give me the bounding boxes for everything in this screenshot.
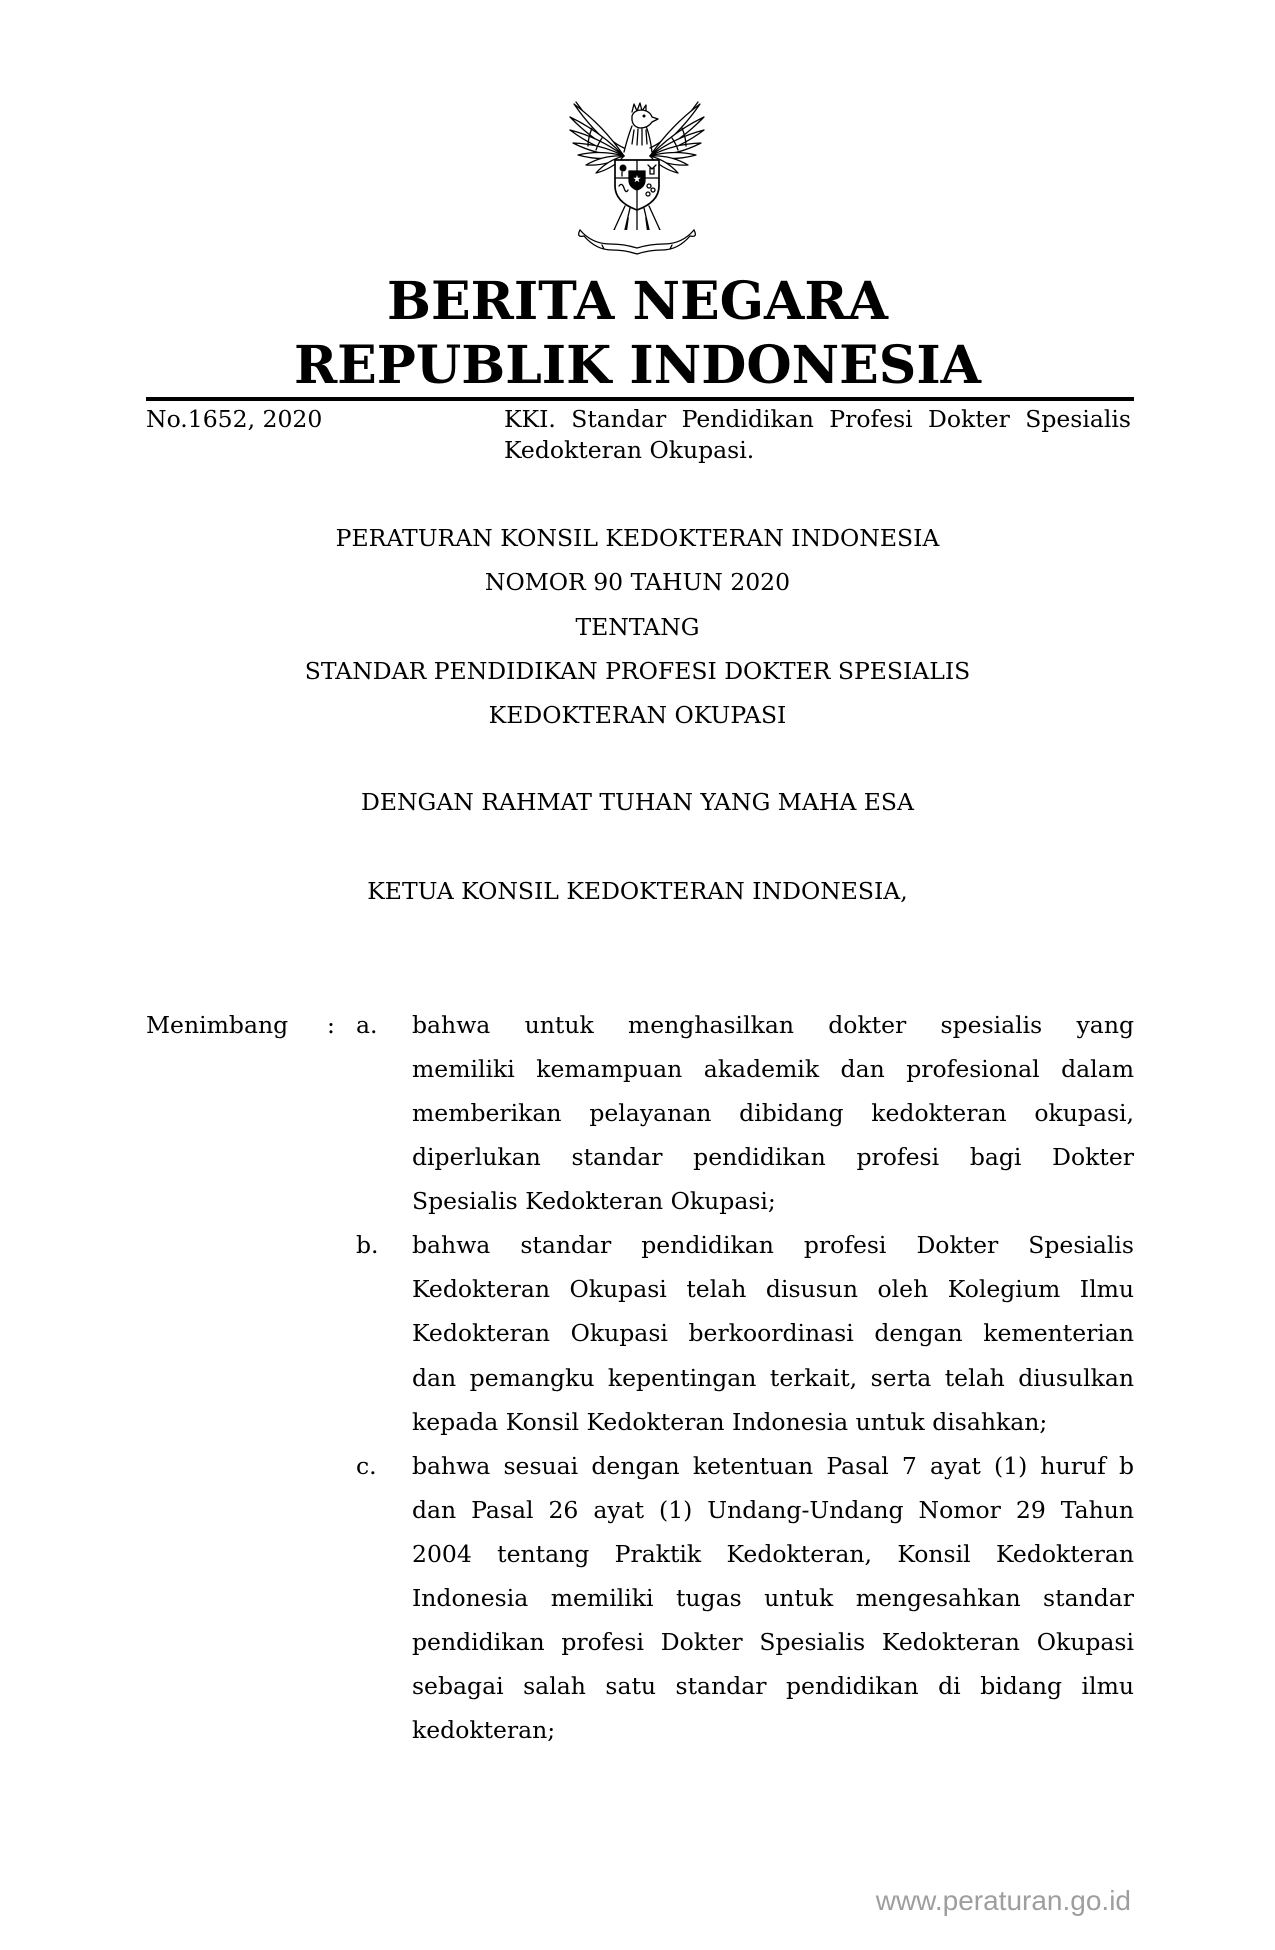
regulation-title-line: TENTANG (575, 612, 700, 641)
consideration-marker: a. (356, 1011, 378, 1039)
regulation-title-line: PERATURAN KONSIL KEDOKTERAN INDONESIA (335, 524, 940, 552)
consideration-line: Kedokteran Okupasi berkoordinasi dengan kementerian (412, 1319, 1134, 1348)
consideration-marker: c. (356, 1451, 377, 1480)
garuda-head (624, 103, 658, 152)
subject-line: Kedokteran Okupasi. (504, 436, 755, 464)
consideration-line: memberikan pelayanan dibidang kedokteran okupasi, (412, 1099, 1134, 1128)
considerations-list (356, 1003, 1134, 1752)
consideration-line: 2004 tentang Praktik Kedokteran, Konsil Kedokteran (412, 1539, 1134, 1568)
subject-line: KKI. Standar Pendidikan Profesi Dokter Spesialis (504, 405, 1131, 433)
gazette-number: No.1652, 2020 (146, 405, 323, 433)
consideration-item (356, 1444, 1134, 1752)
garuda-emblem (562, 98, 712, 258)
considerations-label: Menimbang (146, 1011, 289, 1039)
consideration-text (412, 1003, 1134, 1223)
regulation-title-line: NOMOR 90 TAHUN 2020 (484, 568, 791, 597)
consideration-line: sebagai salah satu standar pendidikan di bidang ilmu (412, 1671, 1134, 1700)
garuda-shield (615, 160, 659, 210)
consideration-line: Kedokteran Okupasi telah disusun oleh Kolegium Ilmu (412, 1275, 1134, 1304)
gazette-subject (504, 404, 1131, 466)
consideration-line: bahwa untuk menghasilkan dokter spesialis yang (412, 1011, 1134, 1039)
consideration-line: dan pemangku kepentingan terkait, serta telah diusulkan (412, 1363, 1134, 1392)
garuda-ribbon (579, 230, 696, 254)
issuer: KETUA KONSIL KEDOKTERAN INDONESIA, (367, 877, 908, 905)
gazette-title: BERITA NEGARA (387, 271, 888, 332)
preamble: DENGAN RAHMAT TUHAN YANG MAHA ESA (360, 788, 915, 816)
considerations-separator: : (327, 1011, 335, 1039)
consideration-text (412, 1444, 1134, 1752)
consideration-item (356, 1003, 1134, 1223)
footer-website: www.peraturan.go.id (875, 1885, 1131, 1916)
header-divider (146, 397, 1134, 401)
regulation-title (0, 516, 1275, 737)
consideration-line: kepada Konsil Kedokteran Indonesia untuk disahkan; (412, 1407, 1048, 1436)
consideration-line: kedokteran; (412, 1716, 556, 1744)
consideration-line: diperlukan standar pendidikan profesi bagi Dokter (412, 1143, 1134, 1172)
consideration-line: dan Pasal 26 ayat (1) Undang-Undang Nomor 29 Tahun (412, 1495, 1134, 1524)
consideration-line: Indonesia memiliki tugas untuk mengesahkan standar (412, 1583, 1134, 1612)
regulation-title-line: STANDAR PENDIDIKAN PROFESI DOKTER SPESIALIS (304, 656, 971, 685)
consideration-text (412, 1223, 1134, 1443)
consideration-line: bahwa sesuai dengan ketentuan Pasal 7 ayat (1) huruf b (412, 1451, 1134, 1480)
consideration-line: bahwa standar pendidikan profesi Dokter Spesialis (412, 1231, 1134, 1260)
gazette-subtitle: REPUBLIK INDONESIA (293, 335, 982, 396)
regulation-title-line: KEDOKTERAN OKUPASI (488, 701, 787, 729)
consideration-line: Spesialis Kedokteran Okupasi; (412, 1187, 776, 1216)
consideration-marker: b. (356, 1231, 379, 1260)
consideration-line: memiliki kemampuan akademik dan profesional dalam (412, 1055, 1134, 1084)
consideration-line: pendidikan profesi Dokter Spesialis Kedokteran Okupasi (412, 1627, 1134, 1656)
consideration-item (356, 1223, 1134, 1443)
